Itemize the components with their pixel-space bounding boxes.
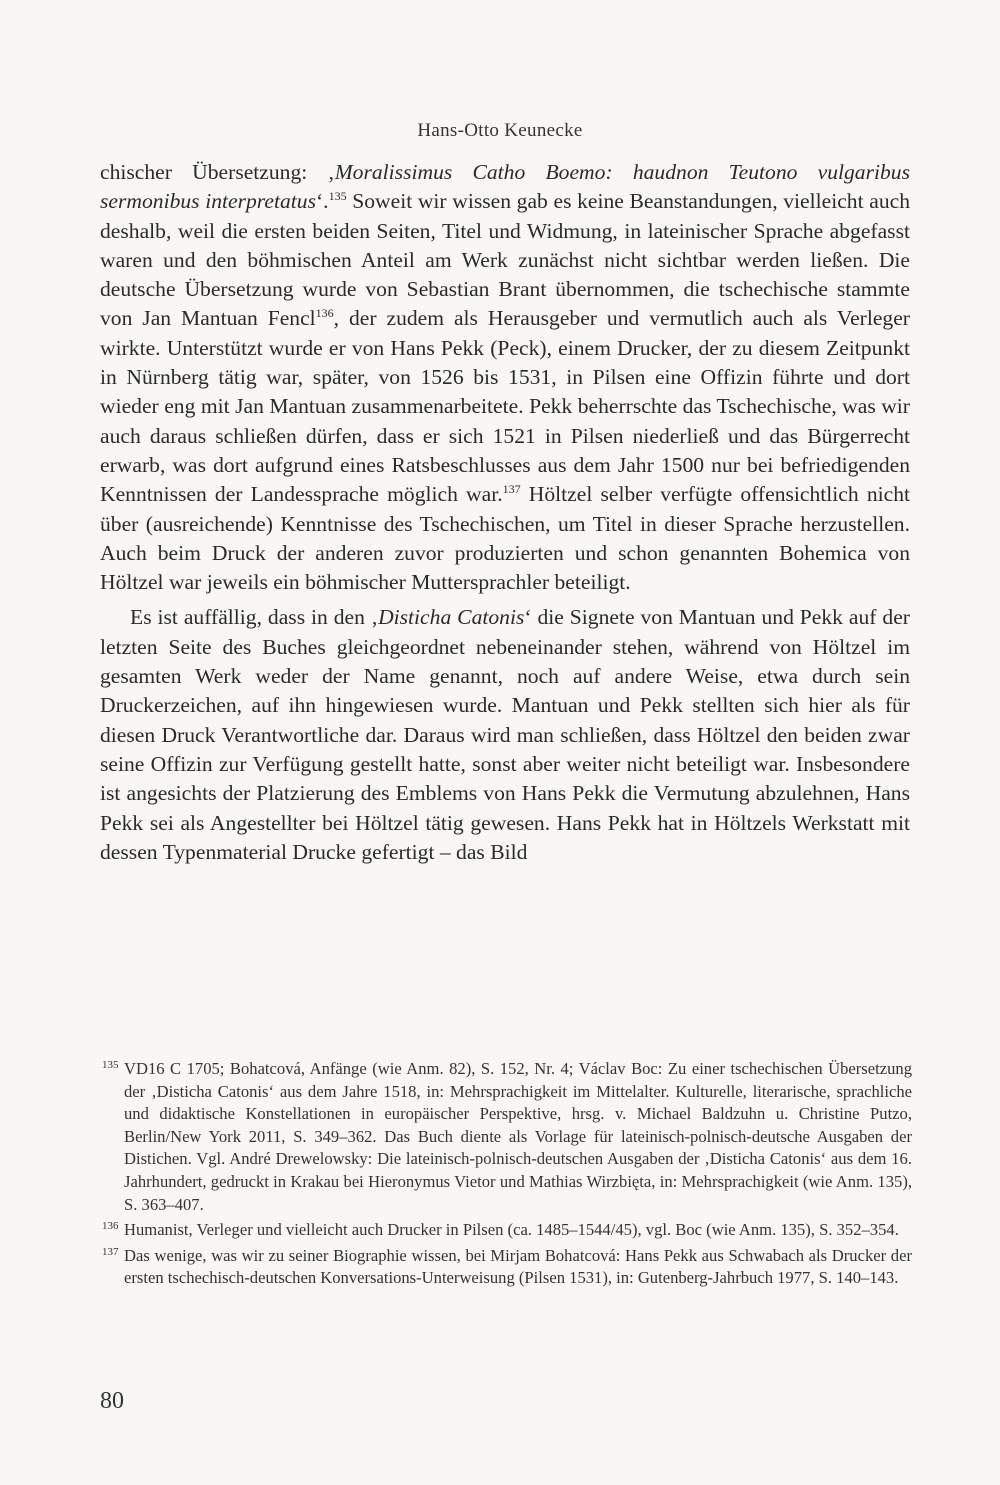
footnote-text: Das wenige, was wir zu seiner Biographie wissen, bei Mirjam Bohatcová: Hans Pekk aus Schwabach als Drucker der ersten tschechisch-deutschen Konversations-Unterweisung (Pilsen 1531), in: Gutenberg-Jahrbuch 1977, S. 140–143. [124,1245,912,1288]
footnotes [100,1058,912,1293]
italic-title: Disticha Catonis [378,605,525,630]
running-head: Hans-Otto Keunecke [417,120,583,141]
italic-title: Moralissimus Catho Boemo: haudnon Teutono vulgaribus sermonibus interpretatus [100,160,911,214]
text-span: Soweit wir wissen gab es keine Beanstandungen, vielleicht auch deshalb, weil die ersten beiden Seiten, Titel und Widmung, in lateinischer Sprache abgefasst waren und den böhmischen Anteil am Werk zunächst nicht sichtbar werden ließen. Die deutsche Übersetzung wurde von Sebastian Brant übernommen, die tschechische stammte von Jan Mantuan Fencl [100,189,910,331]
text-span: ‘ die Signete von Mantuan und Pekk auf der letzten Seite des Buches gleichgeordnet nebeneinander stehen, während von Höltzel im gesamten Werk weder der Name genannt, noch auf andere Weise, etwa durch sein Druckerzeichen, auf ihn hingewiesen wurde. Mantuan und Pekk stellten sich hier als für diesen Druck Verantwortliche dar. Daraus wird man schließen, dass Höltzel den beiden zwar seine Offizin zur Verfügung gestellt hatte, sonst aber weiter nicht beteiligt war. Insbesondere ist angesichts der Platzierung des Emblems von Hans Pekk die Vermutung abzulehnen, Hans Pekk sei als Angestellter bei Höltzel tätig gewesen. Hans Pekk hat in Höltzels Werkstatt mit dessen Typenmaterial Drucke gefertigt – das Bild [100,605,910,864]
text-span: chischer Übersetzung: ‚ [100,160,335,184]
footnote [100,1058,912,1216]
paragraph [100,158,910,597]
footnote-ref: 137 [502,482,521,497]
footnote-text: VD16 C 1705; Bohatcová, Anfänge (wie Anm. 82), S. 152, Nr. 4; Václav Boc: Zu einer tschechischen Übersetzung der ‚Disticha Catonis‘ aus dem Jahre 1518, in: Mehrsprachigkeit im Mittelalter. Kulturelle, literarische, sprachliche und didaktische Konstellationen in europäischer Perspektive, hrsg. v. Michael Baldzuhn u. Christine Putzo, Berlin/New York 2011, S. 349–362. Das Buch diente als Vorlage für lateinisch-polnisch-deutsche Ausgaben der Distichen. Vgl. André Drewelowsky: Die lateinisch-polnisch-deutschen Ausgaben der ‚Disticha Catonis‘ aus dem 16. Jahrhundert, gedruckt in Krakau bei Hieronymus Vietor und Mathias Wirzbięta, in: Mehrsprachigkeit (wie Anm. 135), S. 363–407. [124,1059,912,1214]
text-span: Es ist auffällig, dass in den ‚ [130,605,379,630]
text-span: ‘. [315,189,329,214]
text-span: , der zudem als Herausgeber und vermutlich auch als Verleger wirkte. Unterstützt wurde er von Hans Pekk (Peck), einem Drucker, der zu diesem Zeitpunkt in Nürnberg tätig war, später, von 1526 bis 1531, in Pilsen eine Offizin führte und dort wieder eng mit Jan Mantuan zusammenarbeitete. Pekk beherrschte das Tschechische, was wir auch daraus schließen dürfen, dass er sich 1521 in Pilsen niederließ und das Bürgerrecht erwarb, was dort aufgrund eines Ratsbeschlusses aus dem Jahr 1500 nur bei befriedigenden Kenntnissen der Landessprache möglich war. [100,306,910,507]
footnote-number: 135 [102,1059,119,1071]
page-number: 80 [100,1388,124,1414]
main-text [100,158,910,867]
footnote-text: Humanist, Verleger und vielleicht auch Drucker in Pilsen (ca. 1485–1544/45), vgl. Boc (wie Anm. 135), S. 352–354. [124,1220,899,1240]
footnote-number: 137 [102,1245,119,1258]
footnote [100,1245,912,1290]
paragraph [100,603,910,867]
footnote [100,1219,912,1242]
footnote-ref: 136 [315,306,334,321]
text-span: Höltzel selber verfügte offensichtlich nicht über (ausreichende) Kenntnisse des Tschechischen, um Titel in dieser Sprache herzustellen. Auch beim Druck der anderen zuvor produzierten und schon genannten Bohemica von Höltzel war jeweils ein böhmischer Muttersprachler beteiligt. [100,482,910,595]
footnote-ref: 135 [328,189,347,204]
footnote-number: 136 [102,1220,119,1233]
